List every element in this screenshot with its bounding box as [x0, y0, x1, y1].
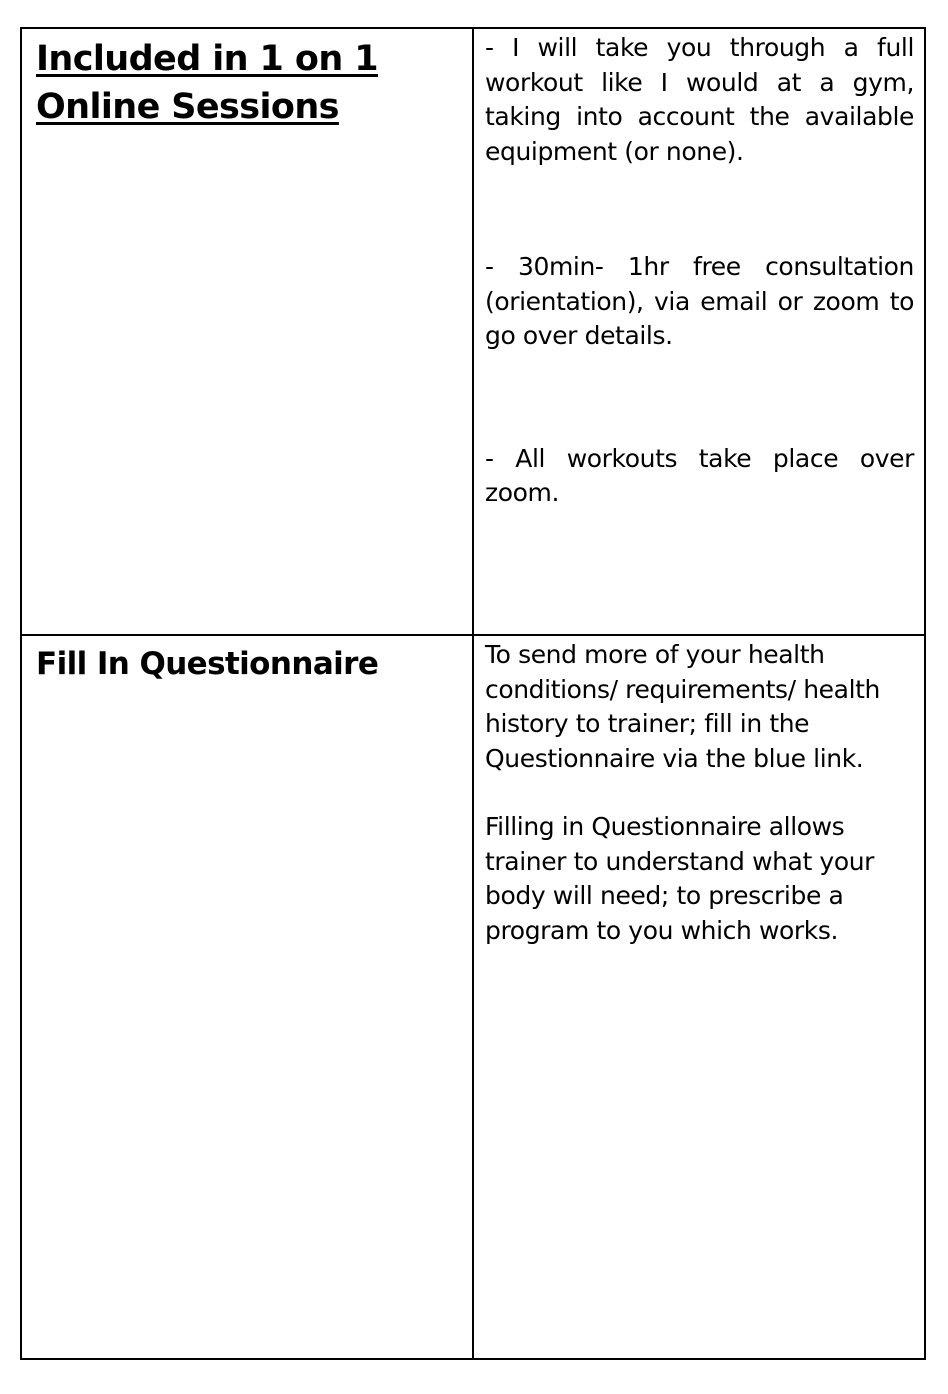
table-row-sessions	[21, 28, 925, 635]
sessions-heading-cell	[21, 28, 473, 635]
zoom-description: - All workouts take place over zoom.	[485, 443, 914, 507]
questionnaire-heading-cell	[21, 635, 473, 1359]
table-row-questionnaire	[21, 635, 925, 1359]
info-table	[20, 27, 926, 1360]
consultation-description: - 30min- 1hr free consultation (orientation), via email or zoom to go over details.	[485, 252, 914, 350]
workout-description: - I will take you through a full workout like I would at a gym, taking into account the available equipment (or none).	[485, 33, 914, 166]
sessions-heading: Included in 1 on 1 Online Sessions	[36, 39, 378, 127]
questionnaire-instructions: To send more of your health conditions/ requirements/ health history to trainer; fill in the Questionnaire via the blue link.	[485, 640, 880, 773]
questionnaire-heading: Fill In Questionnaire	[36, 646, 379, 682]
questionnaire-details-cell	[473, 635, 925, 1359]
sessions-details-cell	[473, 28, 925, 635]
questionnaire-purpose: Filling in Questionnaire allows trainer to understand what your body will need; to prescribe a program to you which works.	[485, 812, 875, 945]
